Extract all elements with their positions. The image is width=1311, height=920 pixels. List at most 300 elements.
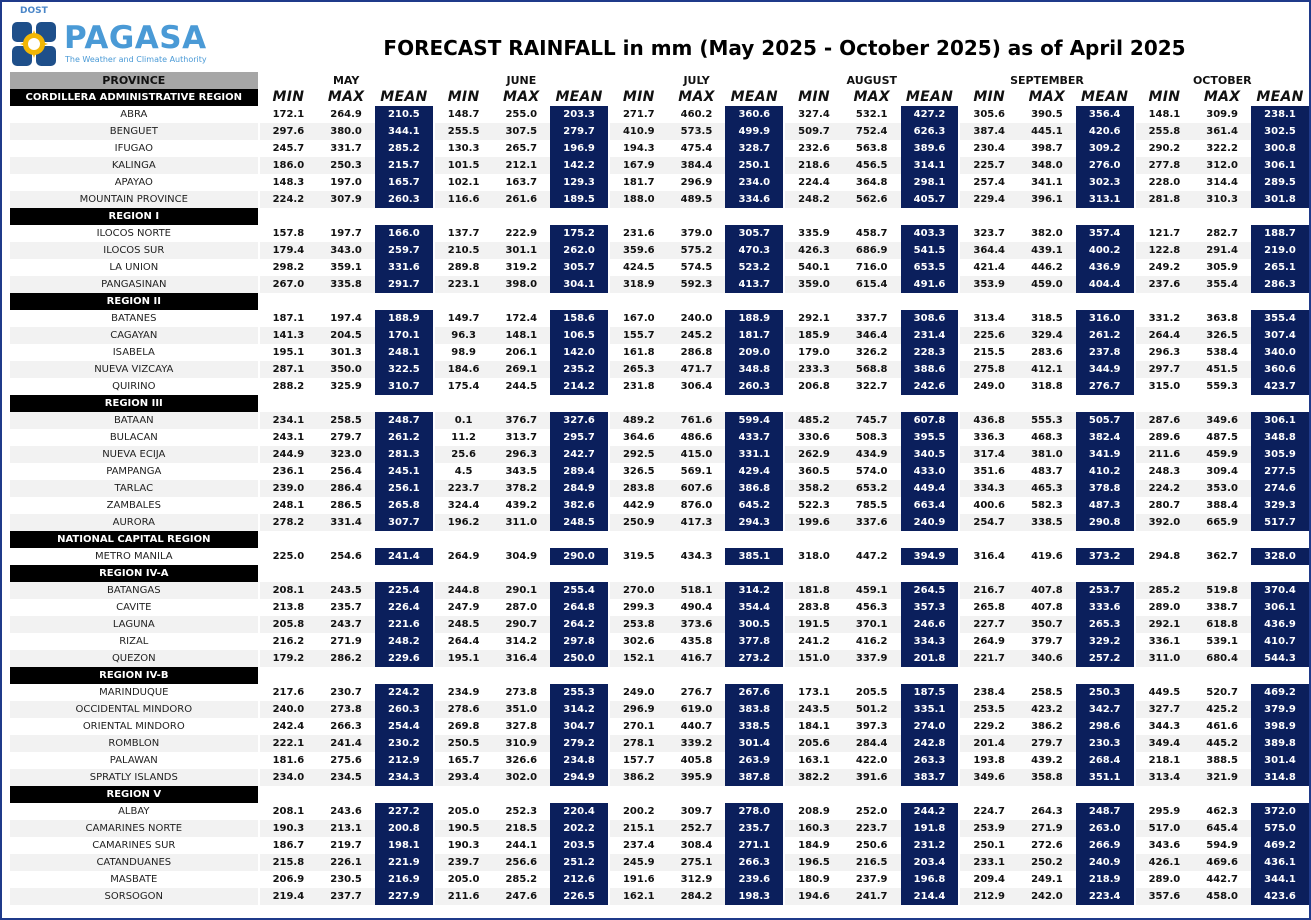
min-value: 289.8 — [447, 262, 480, 273]
max-value: 275.6 — [330, 755, 362, 766]
max-value: 680.4 — [1193, 650, 1251, 667]
table-row — [10, 106, 1309, 123]
min-value: 224.7 — [973, 806, 1006, 817]
mean-value: 196.8 — [901, 871, 959, 888]
max-value: 508.3 — [855, 432, 888, 443]
mean-value: 242.7 — [550, 446, 608, 463]
mean-value: 308.6 — [901, 310, 959, 327]
min-value: 424.5 — [622, 262, 655, 273]
mean-value: 469.2 — [1251, 837, 1309, 854]
min-value: 250.9 — [610, 514, 668, 531]
mean-value: 304.7 — [550, 718, 608, 735]
min-value: 11.2 — [451, 432, 476, 443]
blank-cell — [317, 667, 375, 684]
min-value: 245.7 — [272, 143, 305, 154]
mean-value: 626.3 — [901, 123, 959, 140]
max-value: 618.8 — [1193, 616, 1251, 633]
max-value: 397.3 — [855, 721, 888, 732]
mean-value: 433.0 — [901, 463, 959, 480]
max-value: 459.9 — [1193, 446, 1251, 463]
min-value: 327.4 — [798, 109, 830, 120]
mean-value: 240.9 — [1076, 854, 1134, 871]
blank-cell — [960, 565, 1018, 582]
min-value: 191.6 — [622, 874, 655, 885]
blank-cell — [435, 395, 493, 412]
max-value: 306.4 — [680, 381, 713, 392]
province-name: RIZAL — [119, 636, 149, 647]
max-value: 475.4 — [680, 143, 713, 154]
table-row — [10, 548, 1309, 565]
min-value: 299.3 — [622, 602, 655, 613]
max-value: 386.2 — [1031, 721, 1063, 732]
province-name: ILOCOS NORTE — [96, 228, 171, 239]
blank-cell — [1136, 208, 1194, 225]
blank-cell — [1076, 293, 1134, 310]
province-name: AURORA — [10, 514, 258, 531]
min-value: 327.7 — [1136, 701, 1194, 718]
max-value: 255.0 — [505, 109, 538, 120]
blank-cell — [843, 667, 901, 684]
mean-value: 388.6 — [901, 361, 959, 378]
month-header: JULY — [683, 74, 710, 87]
min-value: 449.5 — [1148, 687, 1181, 698]
max-value: 264.9 — [330, 109, 362, 120]
blank-cell — [1076, 208, 1134, 225]
mean-value: 261.2 — [375, 429, 433, 446]
province-name: PAMPANGA — [106, 466, 162, 477]
max-value: 382.0 — [1031, 228, 1063, 239]
blank-cell — [375, 667, 433, 684]
blank-cell — [960, 786, 1018, 803]
mean-value: 142.2 — [550, 157, 608, 174]
table-row — [10, 463, 1309, 480]
min-value: 324.4 — [447, 500, 480, 511]
mean-value: 276.0 — [1076, 157, 1134, 174]
mean-value: 382.6 — [550, 497, 608, 514]
min-value: 167.0 — [622, 313, 655, 324]
mean-value: 228.3 — [901, 344, 959, 361]
blank-cell — [725, 565, 783, 582]
max-value: 761.6 — [668, 412, 726, 429]
max-value: 290.7 — [492, 616, 550, 633]
table-row — [10, 174, 1309, 191]
max-value: 219.7 — [330, 840, 362, 851]
max-value: 607.6 — [668, 480, 726, 497]
min-value: 426.1 — [1136, 854, 1194, 871]
mean-value: 234.3 — [375, 769, 433, 786]
max-value: 318.8 — [1031, 381, 1063, 392]
max-value: 398.0 — [492, 276, 550, 293]
blank-cell — [550, 667, 608, 684]
max-value: 412.1 — [1018, 361, 1076, 378]
min-value: 234.0 — [260, 769, 318, 786]
min-value: 249.2 — [1148, 262, 1181, 273]
blank-cell — [668, 565, 726, 582]
mean-value: 210.5 — [375, 106, 433, 123]
min-value: 239.7 — [435, 854, 493, 871]
blank-cell — [960, 208, 1018, 225]
blank-cell — [1193, 565, 1251, 582]
mean-value: 313.1 — [1076, 191, 1134, 208]
min-value: 215.5 — [973, 347, 1006, 358]
mean-value: 226.4 — [375, 599, 433, 616]
min-value: 196.5 — [785, 854, 843, 871]
blank-cell — [375, 786, 433, 803]
max-value: 249.1 — [1031, 874, 1063, 885]
min-value: 181.6 — [272, 755, 305, 766]
max-value: 322.2 — [1206, 143, 1238, 154]
mean-value: 357.3 — [901, 599, 959, 616]
table-row — [10, 633, 1309, 650]
mean-value: 229.6 — [375, 650, 433, 667]
max-value: 272.6 — [1031, 840, 1063, 851]
min-value: 211.6 — [1136, 446, 1194, 463]
blank-cell — [550, 565, 608, 582]
max-value: 223.7 — [843, 820, 901, 837]
max-value: 326.6 — [505, 755, 538, 766]
min-value: 313.4 — [973, 313, 1006, 324]
min-value: 243.5 — [785, 701, 843, 718]
blank-cell — [725, 531, 783, 548]
mean-value: 266.3 — [725, 854, 783, 871]
mean-value: 331.6 — [375, 259, 433, 276]
mean-value: 277.5 — [1251, 463, 1309, 480]
min-value: 215.8 — [260, 854, 318, 871]
mean-value: 215.7 — [375, 157, 433, 174]
min-value: 194.3 — [622, 143, 655, 154]
max-value: 252.0 — [855, 806, 888, 817]
min-value: 326.5 — [622, 466, 655, 477]
mean-value: 344.1 — [1251, 871, 1309, 888]
max-value: 325.9 — [330, 381, 362, 392]
max-value: 574.5 — [680, 262, 713, 273]
mean-value: 285.2 — [375, 140, 433, 157]
max-value: 310.9 — [492, 735, 550, 752]
max-value: 439.1 — [1018, 242, 1076, 259]
min-value: 148.1 — [1148, 109, 1181, 120]
min-value: 221.7 — [960, 650, 1018, 667]
blank-cell — [375, 208, 433, 225]
mean-value: 265.1 — [1251, 259, 1309, 276]
blank-cell — [610, 395, 668, 412]
max-value: 338.7 — [1206, 602, 1238, 613]
max-value: 518.1 — [668, 582, 726, 599]
mean-value: 340.0 — [1251, 344, 1309, 361]
mean-value: 328.7 — [725, 140, 783, 157]
max-value: 327.8 — [505, 721, 538, 732]
min-value: 292.1 — [1136, 616, 1194, 633]
max-value: 337.9 — [843, 650, 901, 667]
mean-value: 181.7 — [725, 327, 783, 344]
table-row — [10, 327, 1309, 344]
min-value: 231.6 — [622, 228, 655, 239]
page-title: FORECAST RAINFALL in mm (May 2025 - October 2025) as of April 2025 — [383, 36, 1186, 60]
max-value: 266.3 — [330, 721, 362, 732]
mean-value: 274.6 — [1251, 480, 1309, 497]
max-value: 373.6 — [668, 616, 726, 633]
min-value: 130.3 — [447, 143, 480, 154]
blank-cell — [492, 565, 550, 582]
max-value: 434.3 — [680, 551, 713, 562]
mean-value: 291.7 — [375, 276, 433, 293]
mean-value: 469.2 — [1251, 684, 1309, 701]
min-value: 318.9 — [610, 276, 668, 293]
min-value: 400.6 — [973, 500, 1006, 511]
subcolumn-header: MEAN — [1256, 89, 1304, 105]
month-header: OCTOBER — [1192, 74, 1252, 87]
min-value: 212.9 — [960, 888, 1018, 905]
blank-cell — [843, 293, 901, 310]
province-name: OCCIDENTAL MINDORO — [10, 701, 258, 718]
blank-cell — [610, 786, 668, 803]
min-value: 336.1 — [1148, 636, 1181, 647]
mean-value: 244.2 — [901, 803, 959, 820]
min-value: 242.4 — [272, 721, 305, 732]
mean-value: 387.8 — [725, 769, 783, 786]
max-value: 407.8 — [1018, 582, 1076, 599]
min-value: 186.0 — [260, 157, 318, 174]
blank-cell — [1076, 565, 1134, 582]
mean-value: 410.7 — [1251, 633, 1309, 650]
blank-cell — [843, 208, 901, 225]
max-value: 568.8 — [843, 361, 901, 378]
mean-value: 395.5 — [901, 429, 959, 446]
blank-cell — [1018, 667, 1076, 684]
min-value: 181.8 — [785, 582, 843, 599]
min-value: 387.4 — [960, 123, 1018, 140]
mean-value: 389.8 — [1251, 735, 1309, 752]
min-value: 278.6 — [435, 701, 493, 718]
max-value: 483.7 — [1031, 466, 1063, 477]
max-value: 314.2 — [505, 636, 538, 647]
min-value: 255.5 — [435, 123, 493, 140]
mean-value: 254.4 — [375, 718, 433, 735]
mean-value: 248.7 — [375, 412, 433, 429]
max-value: 304.9 — [505, 551, 538, 562]
min-value: 283.8 — [798, 602, 830, 613]
min-value: 292.1 — [798, 313, 830, 324]
max-value: 785.5 — [855, 500, 888, 511]
mean-value: 203.4 — [901, 854, 959, 871]
max-value: 355.4 — [1193, 276, 1251, 293]
mean-value: 334.3 — [901, 633, 959, 650]
table-row — [10, 191, 1309, 208]
mean-value: 223.4 — [1076, 888, 1134, 905]
min-value: 271.7 — [622, 109, 655, 120]
mean-value: 523.2 — [725, 259, 783, 276]
month-header: AUGUST — [846, 74, 898, 87]
min-value: 216.2 — [272, 636, 305, 647]
min-value: 160.3 — [785, 820, 843, 837]
region-name: REGION II — [10, 293, 258, 310]
table-row — [10, 820, 1309, 837]
mean-value: 378.8 — [1076, 480, 1134, 497]
table-row — [10, 514, 1309, 531]
mean-value: 253.7 — [1076, 582, 1134, 599]
mean-value: 544.3 — [1251, 650, 1309, 667]
min-value: 238.4 — [973, 687, 1006, 698]
max-value: 380.0 — [317, 123, 375, 140]
province-name: MOUNTAIN PROVINCE — [10, 191, 258, 208]
table-row — [10, 752, 1309, 769]
max-value: 339.2 — [668, 735, 726, 752]
min-value: 287.1 — [260, 361, 318, 378]
mean-value: 607.8 — [901, 412, 959, 429]
max-value: 407.8 — [1031, 602, 1063, 613]
max-value: 459.0 — [1018, 276, 1076, 293]
province-name: NUEVA ECIJA — [10, 446, 258, 463]
mean-value: 487.3 — [1076, 497, 1134, 514]
province-name: SPRATLY ISLANDS — [10, 769, 258, 786]
min-value: 297.7 — [1136, 361, 1194, 378]
max-value: 244.5 — [505, 381, 538, 392]
subcolumn-header: MEAN — [380, 89, 428, 105]
province-name: ALBAY — [118, 806, 150, 817]
mean-value: 271.1 — [725, 837, 783, 854]
mean-value: 436.9 — [1076, 259, 1134, 276]
min-value: 343.6 — [1148, 840, 1181, 851]
max-value: 256.4 — [330, 466, 362, 477]
mean-value: 248.5 — [550, 514, 608, 531]
min-value: 181.7 — [622, 177, 655, 188]
mean-value: 266.9 — [1076, 837, 1134, 854]
blank-cell — [435, 208, 493, 225]
min-value: 264.9 — [447, 551, 480, 562]
min-value: 157.7 — [622, 755, 655, 766]
max-value: 148.1 — [492, 327, 550, 344]
max-value: 490.4 — [680, 602, 713, 613]
max-value: 250.6 — [855, 840, 888, 851]
blank-cell — [1193, 293, 1251, 310]
max-value: 532.1 — [855, 109, 888, 120]
blank-cell — [1193, 208, 1251, 225]
province-name: CAGAYAN — [10, 327, 258, 344]
mean-value: 541.5 — [901, 242, 959, 259]
province-name: CAVITE — [116, 602, 152, 613]
min-value: 172.1 — [272, 109, 305, 120]
blank-cell — [317, 565, 375, 582]
min-value: 248.5 — [435, 616, 493, 633]
table-row — [10, 412, 1309, 429]
min-value: 360.5 — [798, 466, 830, 477]
blank-cell — [260, 565, 318, 582]
max-value: 388.5 — [1206, 755, 1238, 766]
mean-value: 238.1 — [1251, 106, 1309, 123]
max-value: 265.7 — [505, 143, 538, 154]
min-value: 294.8 — [1148, 551, 1181, 562]
max-value: 405.8 — [680, 755, 713, 766]
table-row — [10, 837, 1309, 854]
mean-value: 355.4 — [1251, 310, 1309, 327]
mean-value: 290.0 — [550, 548, 608, 565]
blank-cell — [1136, 667, 1194, 684]
min-value: 216.7 — [960, 582, 1018, 599]
min-value: 336.3 — [973, 432, 1006, 443]
mean-value: 398.9 — [1251, 718, 1309, 735]
mean-value: 256.1 — [375, 480, 433, 497]
max-value: 312.9 — [680, 874, 713, 885]
mean-value: 301.4 — [725, 735, 783, 752]
min-value: 288.2 — [272, 381, 305, 392]
min-value: 208.9 — [798, 806, 830, 817]
min-value: 175.4 — [447, 381, 480, 392]
min-value: 255.8 — [1136, 123, 1194, 140]
max-value: 435.8 — [680, 636, 713, 647]
blank-cell — [901, 786, 959, 803]
min-value: 210.5 — [435, 242, 493, 259]
min-value: 289.0 — [1148, 874, 1181, 885]
max-value: 302.0 — [492, 769, 550, 786]
table-row — [10, 140, 1309, 157]
max-value: 563.8 — [855, 143, 888, 154]
blank-cell — [843, 786, 901, 803]
mean-value: 298.6 — [1076, 718, 1134, 735]
min-value: 236.1 — [272, 466, 305, 477]
blank-cell — [610, 208, 668, 225]
max-value: 459.1 — [843, 582, 901, 599]
mean-value: 198.3 — [725, 888, 783, 905]
min-value: 231.8 — [622, 381, 655, 392]
blank-cell — [1018, 786, 1076, 803]
min-value: 421.4 — [973, 262, 1006, 273]
min-value: 190.5 — [435, 820, 493, 837]
blank-cell — [1018, 208, 1076, 225]
min-value: 152.1 — [610, 650, 668, 667]
max-value: 197.4 — [330, 313, 362, 324]
mean-value: 385.1 — [725, 548, 783, 565]
blank-cell — [317, 786, 375, 803]
mean-value: 235.2 — [550, 361, 608, 378]
mean-value: 436.1 — [1251, 854, 1309, 871]
max-value: 343.5 — [505, 466, 538, 477]
max-value: 363.8 — [1206, 313, 1238, 324]
province-name: MARINDUQUE — [99, 687, 169, 698]
province-name: LAGUNA — [10, 616, 258, 633]
blank-cell — [843, 531, 901, 548]
mean-value: 383.8 — [725, 701, 783, 718]
blank-cell — [492, 667, 550, 684]
mean-value: 449.4 — [901, 480, 959, 497]
mean-value: 242.6 — [901, 378, 959, 395]
blank-cell — [375, 293, 433, 310]
subcolumn-header: MIN — [1148, 89, 1181, 105]
max-value: 163.7 — [505, 177, 538, 188]
table-row — [10, 871, 1309, 888]
blank-cell — [435, 293, 493, 310]
region-name: CORDILLERA ADMINISTRATIVE REGION — [10, 89, 258, 106]
mean-value: 289.4 — [550, 463, 608, 480]
mean-value: 329.2 — [1076, 633, 1134, 650]
month-header: JUNE — [506, 74, 537, 87]
max-value: 376.7 — [492, 412, 550, 429]
mean-value: 310.7 — [375, 378, 433, 395]
mean-value: 248.2 — [375, 633, 433, 650]
mean-value: 260.3 — [375, 701, 433, 718]
max-value: 592.3 — [668, 276, 726, 293]
region-row — [10, 531, 1309, 548]
mean-value: 429.4 — [725, 463, 783, 480]
min-value: 237.4 — [622, 840, 655, 851]
min-value: 249.0 — [973, 381, 1006, 392]
logo-name: PAGASA — [64, 20, 207, 56]
max-value: 456.3 — [855, 602, 888, 613]
mean-value: 297.8 — [550, 633, 608, 650]
province-name: CAMARINES SUR — [92, 840, 176, 851]
blank-cell — [1251, 293, 1309, 310]
mean-value: 286.3 — [1251, 276, 1309, 293]
min-value: 285.2 — [1136, 582, 1194, 599]
max-value: 243.7 — [317, 616, 375, 633]
